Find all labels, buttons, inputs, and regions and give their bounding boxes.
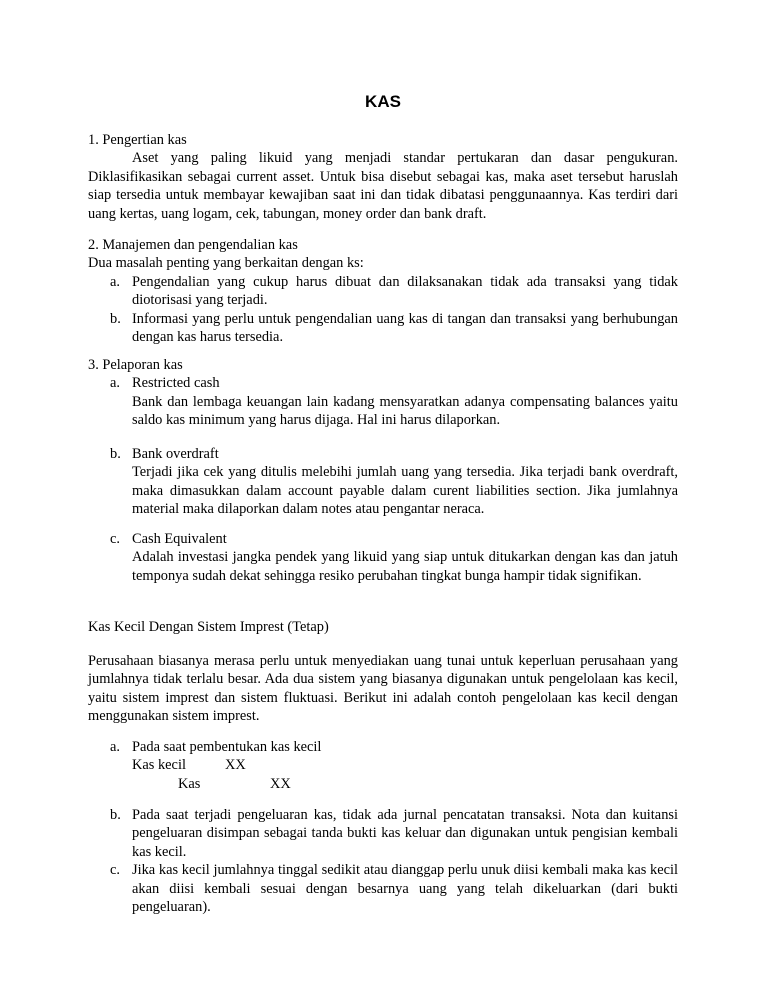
credit-account: Kas <box>178 775 201 792</box>
list-marker: b. <box>110 446 121 462</box>
list-item-text: Pada saat pembentukan kas kecil <box>132 739 322 755</box>
section-manajemen-kas <box>88 236 678 346</box>
section-heading: 1. Pengertian kas <box>88 132 187 148</box>
document-title: KAS <box>365 92 401 111</box>
list-item-text: Jika kas kecil jumlahnya tinggal sedikit atau dianggap perlu unuk diisi kembali maka kas kecil akan diisi kembali sesuai dengan besarnya uang yang telah dikeluarkan (dari bukti pengeluaran). <box>132 862 678 916</box>
list-item <box>88 861 678 916</box>
section-heading: 2. Manajemen dan pengendalian kas <box>88 237 298 253</box>
list-item-text: Adalah investasi jangka pendek yang likuid yang siap untuk ditukarkan dengan kas dan jatuh temponya sudah dekat sehingga resiko perubahan tingkat bunga hampir tidak signifikan. <box>132 549 678 584</box>
list-item-title: Bank overdraft <box>132 446 219 462</box>
list-item-title: Cash Equivalent <box>132 531 227 547</box>
list-item-text: Terjadi jika cek yang ditulis melebihi jumlah uang yang tersedia. Jika terjadi bank overdraft, maka dimasukkan dalam account payable dalam curent liabilities section. Jika jumlahnya material maka dilaporkan dalam notes atau pengantar neraca. <box>132 464 678 518</box>
list-item-text: Pada saat terjadi pengeluaran kas, tidak ada jurnal pencatatan transaksi. Nota dan kuitansi pengeluaran disimpan sebagai tanda bukti kas keluar dan digunakan untuk pengisian kembali kas kecil. <box>132 807 678 860</box>
journal-entry-block <box>88 738 678 793</box>
list-item-text: Pengendalian yang cukup harus dibuat dan dilaksanakan tidak ada transaksi yang tidak diotorisasi yang terjadi. <box>132 273 678 309</box>
list-marker: b. <box>110 807 121 823</box>
list-item <box>88 273 678 310</box>
list-item <box>88 374 678 429</box>
list-item <box>88 530 678 585</box>
section-kas-kecil <box>88 652 678 726</box>
section-pelaporan-kas-c <box>88 530 678 585</box>
journal-credit-row <box>132 775 678 793</box>
section-paragraph: Perusahaan biasanya merasa perlu untuk menyediakan uang tunai untuk keperluan perusahaan yang jumlahnya tidak terlalu besar. Ada dua sistem yang biasanya digunakan untuk pengelolaan kas kecil, yaitu sistem imprest dan sistem fluktuasi. Berikut ini adalah contoh pengelolaan kas kecil dengan menggunakan sistem imprest. <box>88 653 678 725</box>
credit-value: XX <box>270 775 291 792</box>
debit-account: Kas kecil <box>132 757 186 774</box>
list-item <box>88 310 678 347</box>
list-item-text: Bank dan lembaga keuangan lain kadang mensyaratkan adanya compensating balances yaitu saldo kas minimum yang harus dijaga. Hal ini harus dilaporkan. <box>132 393 678 429</box>
list-marker: a. <box>110 739 120 755</box>
list-marker: a. <box>110 273 120 290</box>
list-item-title: Restricted cash <box>132 375 220 392</box>
section-intro: Dua masalah penting yang berkaitan dengan ks: <box>88 255 364 272</box>
list-item <box>88 806 678 861</box>
section-pelaporan-kas-b <box>88 445 678 519</box>
list-item <box>88 738 678 793</box>
section-kas-kecil-items <box>88 806 678 916</box>
debit-value: XX <box>225 757 246 774</box>
section-pengertian-kas <box>88 131 678 223</box>
journal-debit-row <box>132 756 678 774</box>
list-item-text: Informasi yang perlu untuk pengendalian uang kas di tangan dan transaksi yang berhubungan dengan kas harus tersedia. <box>132 310 678 346</box>
list-item <box>88 445 678 519</box>
list-marker: b. <box>110 310 121 327</box>
section-paragraph: Aset yang paling likuid yang menjadi standar pertukaran dan dasar pengukuran. Diklasifikasikan sebagai current asset. Untuk bisa disebut sebagai kas, maka aset tersebut haruslah siap tersedia untuk membayar kewajiban saat ini dan tidak dibatasi penggunaannya. Kas terdiri dari uang kertas, uang logam, cek, tabungan, money order dan bank draft. <box>88 150 678 222</box>
section-pelaporan-kas <box>88 356 678 430</box>
list-marker: c. <box>110 531 120 547</box>
list-marker: a. <box>110 375 120 392</box>
section-heading: 3. Pelaporan kas <box>88 357 183 373</box>
section-heading: Kas Kecil Dengan Sistem Imprest (Tetap) <box>88 619 329 635</box>
list-marker: c. <box>110 862 120 879</box>
section-kas-kecil-heading <box>88 618 678 636</box>
